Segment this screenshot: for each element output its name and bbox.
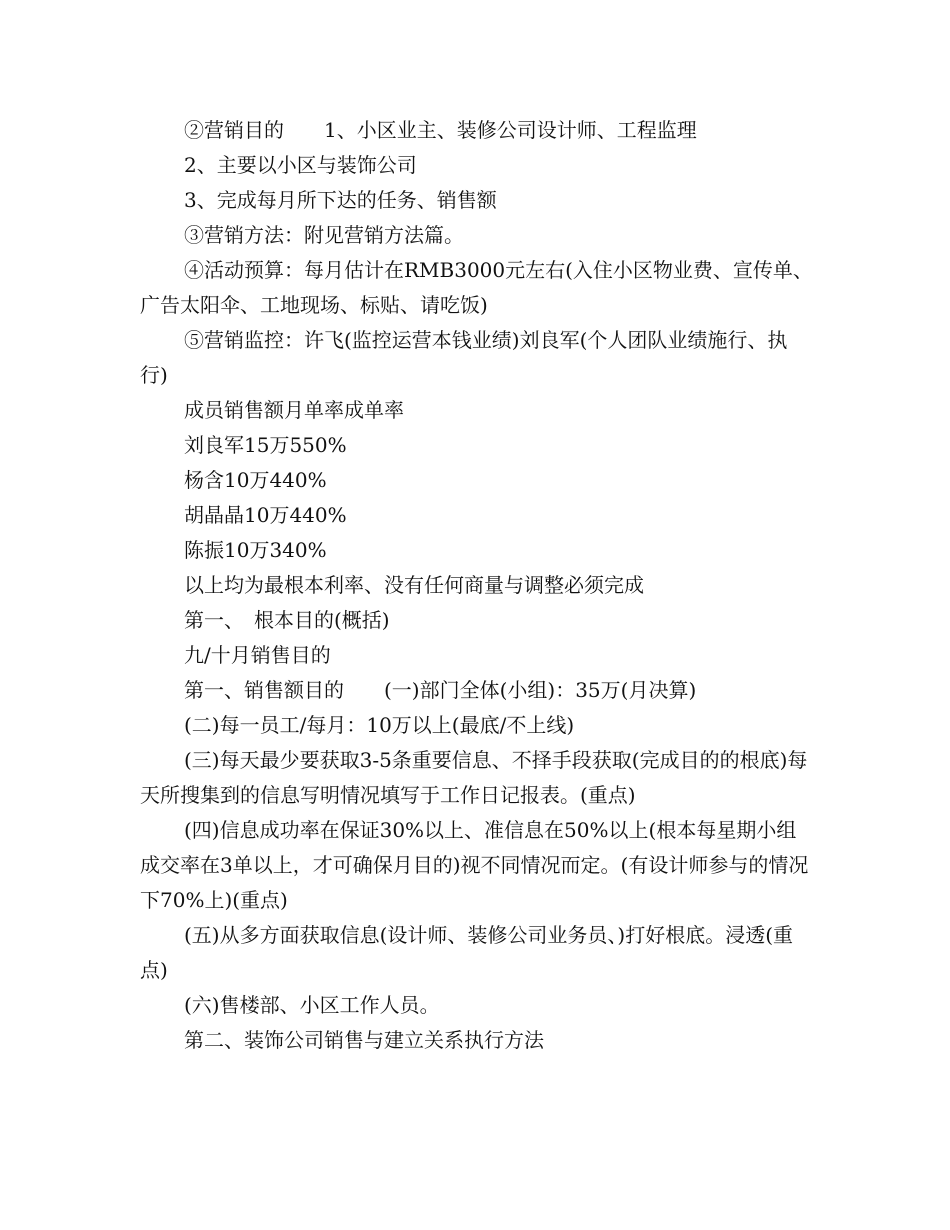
paragraph-marketing-monitor: ⑤营销监控：许飞(监控运营本钱业绩)刘良军(个人团队业绩施行、执行) <box>140 328 788 387</box>
paragraph-member-hu: 胡晶晶10万440% <box>184 503 347 527</box>
paragraph-sep-oct-target: 九/十月销售目的 <box>184 643 331 667</box>
paragraph-member-sales-header: 成员销售额月单率成单率 <box>184 398 404 422</box>
paragraph-daily-info: (三)每天最少要获取3-5条重要信息、不择手段获取(完成目的的根底)每天所搜集到的信息写明情况填写于工作日记报表。(重点) <box>140 748 808 807</box>
paragraph-sales-target: 第一、销售额目的 (一)部门全体(小组)：35万(月决算) <box>184 678 697 702</box>
paragraph-marketing-method: ③营销方法：附见营销方法篇。 <box>184 223 464 247</box>
paragraph-member-liu: 刘良军15万550% <box>184 433 347 457</box>
paragraph-section-two: 第二、装饰公司销售与建立关系执行方法 <box>184 1028 544 1052</box>
paragraph-section-basic-goal: 第一、 根本目的(概括) <box>184 608 390 632</box>
paragraph-info-sources: (五)从多方面获取信息(设计师、装修公司业务员、)打好根底。浸透(重点) <box>140 923 794 982</box>
document-body <box>140 113 815 1058</box>
paragraph-member-chen: 陈振10万340% <box>184 538 327 562</box>
paragraph-basic-rate-note: 以上均为最根本利率、没有任何商量与调整必须完成 <box>184 573 644 597</box>
paragraph-goal-3: 3、完成每月所下达的任务、销售额 <box>184 188 497 212</box>
paragraph-success-rate: (四)信息成功率在保证30%以上、准信息在50%以上(根本每星期小组成交率在3单以上，才可确保月目的)视不同情况而定。(有设计师参与的情况下70%上)(重点) <box>140 818 809 912</box>
paragraph-sales-office: (六)售楼部、小区工作人员。 <box>184 993 440 1017</box>
paragraph-per-employee: (二)每一员工/每月：10万以上(最底/不上线) <box>184 713 575 737</box>
paragraph-goal-2: 2、主要以小区与装饰公司 <box>184 153 417 177</box>
paragraph-activity-budget: ④活动预算：每月估计在RMB3000元左右(入住小区物业费、宣传单、广告太阳伞、工地现场、标贴、请吃饭) <box>140 258 813 317</box>
paragraph-member-yang: 杨含10万440% <box>184 468 327 492</box>
paragraph-marketing-goal: ②营销目的 1、小区业主、装修公司设计师、工程监理 <box>184 118 697 142</box>
